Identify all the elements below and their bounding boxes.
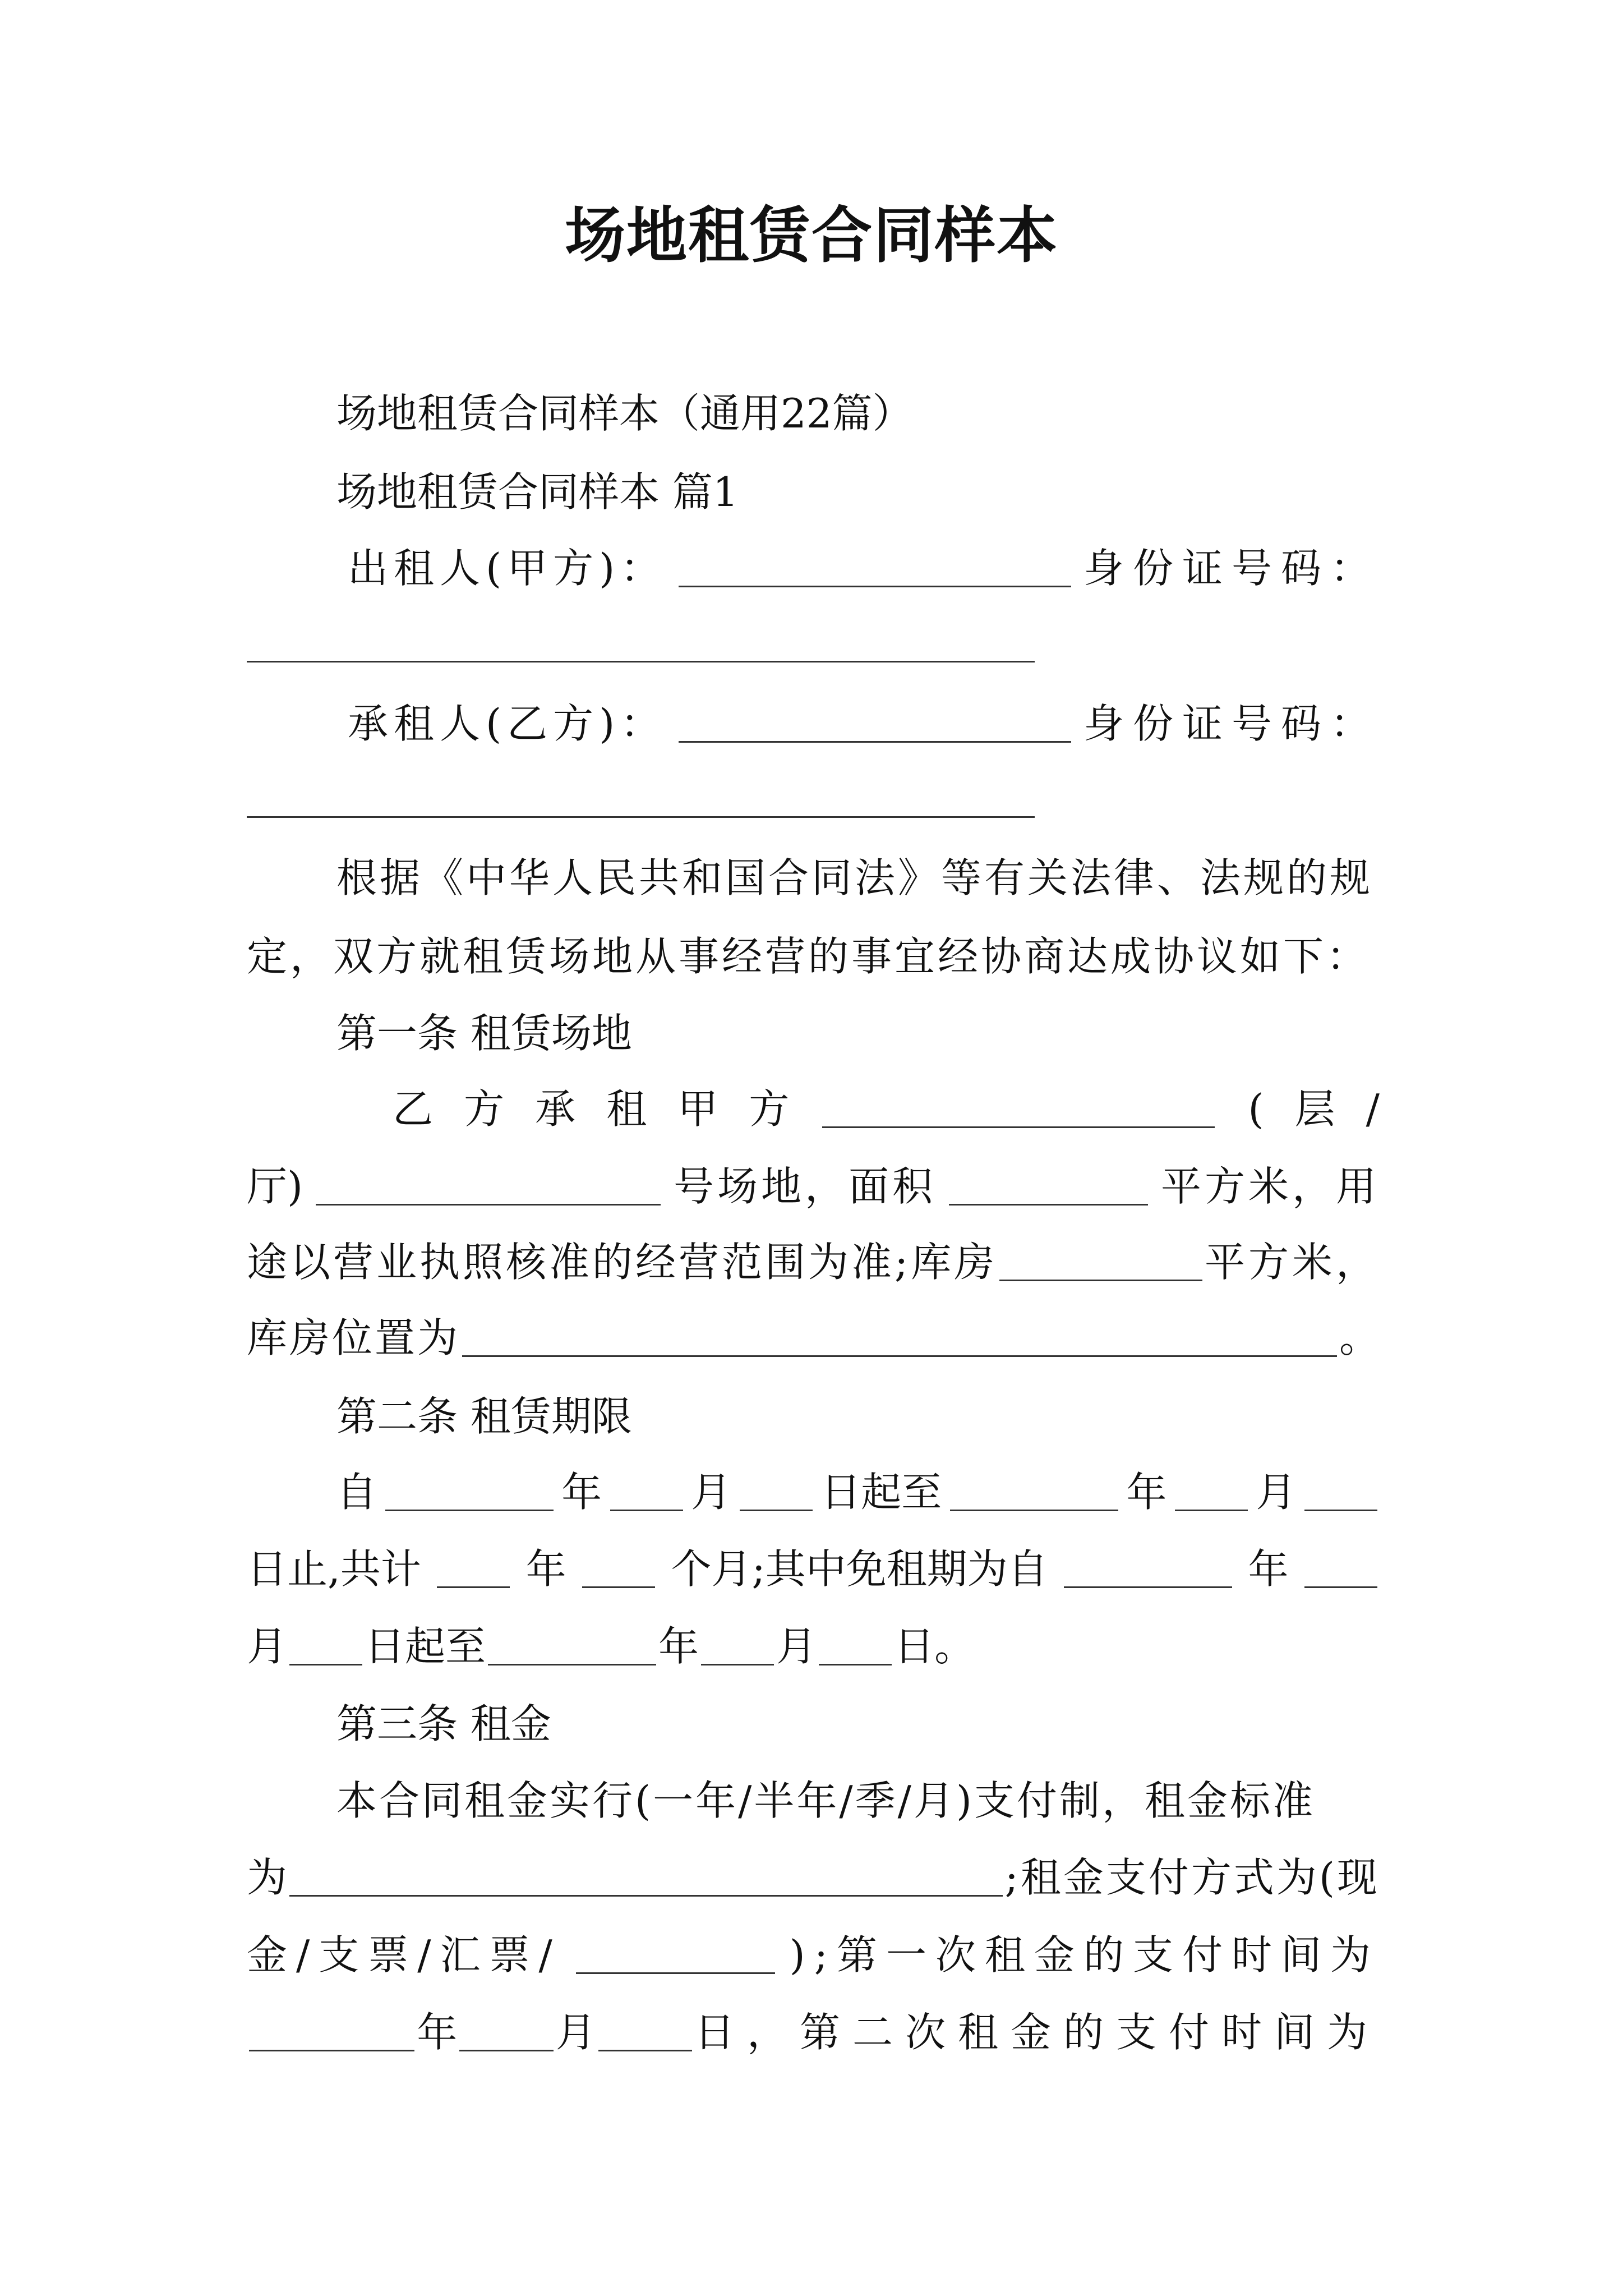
free-start-day-blank [289,1628,362,1665]
s2-l2-text: 年 [1248,1545,1289,1593]
party-a-name-blank [679,550,1071,587]
end-year-blank [950,1474,1118,1511]
end-month-blank [1175,1474,1248,1511]
document-title: 场地租赁合同样本 [564,200,1058,271]
payment-method-other-blank [576,1936,775,1974]
s3-l3-text: );第一次租金的支付时间为 [789,1931,1380,1978]
s1-l1-char: 承 [535,1085,576,1133]
floor-hall-blank [822,1091,1215,1128]
intro-line-1: 根据《中华人民共和国合同法》等有关法律、法规的规 [336,854,1373,901]
free-end-year-blank [488,1628,656,1665]
party-b-name-blank [679,705,1071,743]
start-month-blank [610,1474,683,1511]
s1-l1-char: 方 [749,1085,790,1133]
section-3-line-2 [247,1847,1380,1908]
s1-l1-char: 层 [1294,1085,1335,1133]
start-year-blank [385,1474,554,1511]
first-payment-year-blank [249,2014,414,2051]
start-day-blank [740,1474,813,1511]
s2-l3-text: 年 [658,1623,699,1670]
s2-l1-text: 年 [561,1469,602,1516]
party-a-label: 出租人(甲方)： [348,545,667,592]
s3-l4-text: 年 [417,2009,458,2056]
s2-l1-text: 日起至 [820,1469,942,1516]
free-end-month-blank [701,1628,774,1665]
section-1-heading: 第一条 租赁场地 [336,1010,632,1057]
end-day-blank [1304,1474,1377,1511]
s2-l3-text: 日。 [894,1623,975,1670]
party-b-id-label: 身份证号码： [1083,700,1380,747]
s2-l2-text: 个月;其中免租期为自 [671,1545,1048,1593]
first-payment-day-blank [598,2014,692,2051]
s2-l2-text: 日止,共计 [247,1545,421,1593]
s1-l3-text: 平方米， [1204,1239,1380,1286]
rent-standard-blank [289,1859,1003,1897]
document-subtitle: 场地租赁合同样本（通用22篇） [336,390,913,437]
s1-l2-text: 平方米，用 [1160,1163,1380,1210]
warehouse-area-blank [999,1244,1202,1281]
first-payment-month-blank [459,2014,553,2051]
s3-l4-text: 日，第二次租金的支付时间为 [694,2009,1380,2056]
total-months-blank [582,1550,655,1588]
section-1-line-1 [393,1078,1380,1140]
s1-l1-char: 乙 [393,1085,434,1133]
s2-l1-text: 月 [691,1469,732,1516]
section-2-line-2 [247,1538,1380,1600]
s2-l2-text: 年 [525,1545,566,1593]
s1-l1-char: 甲 [677,1085,718,1133]
party-b-id-blank [247,816,1035,818]
section-1-line-4 [247,1307,1380,1369]
s1-l1-char: 方 [464,1085,505,1133]
intro-line-2: 定，双方就租赁场地从事经营的事宜经协商达成协议如下： [247,933,1370,980]
party-a-line [348,537,1380,599]
s1-l2-text: 号场地，面积 [674,1163,937,1210]
s1-l3-text: 途以营业执照核准的经营范围为准;库房 [247,1239,998,1286]
section-3-line-1: 本合同租金实行(一年/半年/季/月)支付制，租金标准 [336,1777,1315,1824]
section-3-heading: 第三条 租金 [336,1700,551,1747]
article-heading: 场地租赁合同样本 篇1 [336,468,739,516]
s2-l3-text: 日起至 [365,1623,486,1670]
area-blank [949,1168,1148,1205]
s1-l4-text: 库房位置为 [247,1314,460,1361]
section-2-line-3 [247,1616,975,1677]
party-b-label: 承租人(乙方)： [348,700,667,747]
party-b-line [348,693,1380,754]
s1-l1-char: ( [1248,1085,1264,1133]
s2-l3-text: 月 [247,1623,288,1670]
free-start-month-blank [1304,1550,1377,1588]
s3-l2-text: ;租金支付方式为(现 [1004,1854,1380,1901]
s3-l3-text: 金/支票/汇票/ [247,1931,561,1978]
section-1-line-3 [247,1231,1380,1293]
section-3-line-4 [247,2001,1380,2063]
venue-number-blank [316,1168,661,1205]
s1-l4-text: 。 [1339,1314,1380,1361]
total-years-blank [437,1550,510,1588]
section-3-line-3 [247,1924,1380,1986]
free-start-year-blank [1064,1550,1232,1588]
free-end-day-blank [819,1628,892,1665]
warehouse-location-blank [462,1319,1337,1357]
s3-l2-text: 为 [247,1854,288,1901]
section-1-line-2 [247,1156,1380,1217]
party-a-id-blank [247,661,1035,662]
s2-l1-text: 年 [1126,1469,1167,1516]
s1-l2-text: 厅) [247,1163,303,1210]
s2-l1-text: 月 [1256,1469,1297,1516]
s2-l1-text: 自 [336,1469,377,1516]
s3-l4-text: 月 [555,2009,596,2056]
party-a-id-label: 身份证号码： [1083,545,1380,592]
section-2-heading: 第二条 租赁期限 [336,1393,632,1440]
s2-l3-text: 月 [776,1623,817,1670]
s1-l1-char: / [1366,1085,1380,1133]
section-2-line-1 [336,1461,1380,1523]
s1-l1-char: 租 [606,1085,647,1133]
